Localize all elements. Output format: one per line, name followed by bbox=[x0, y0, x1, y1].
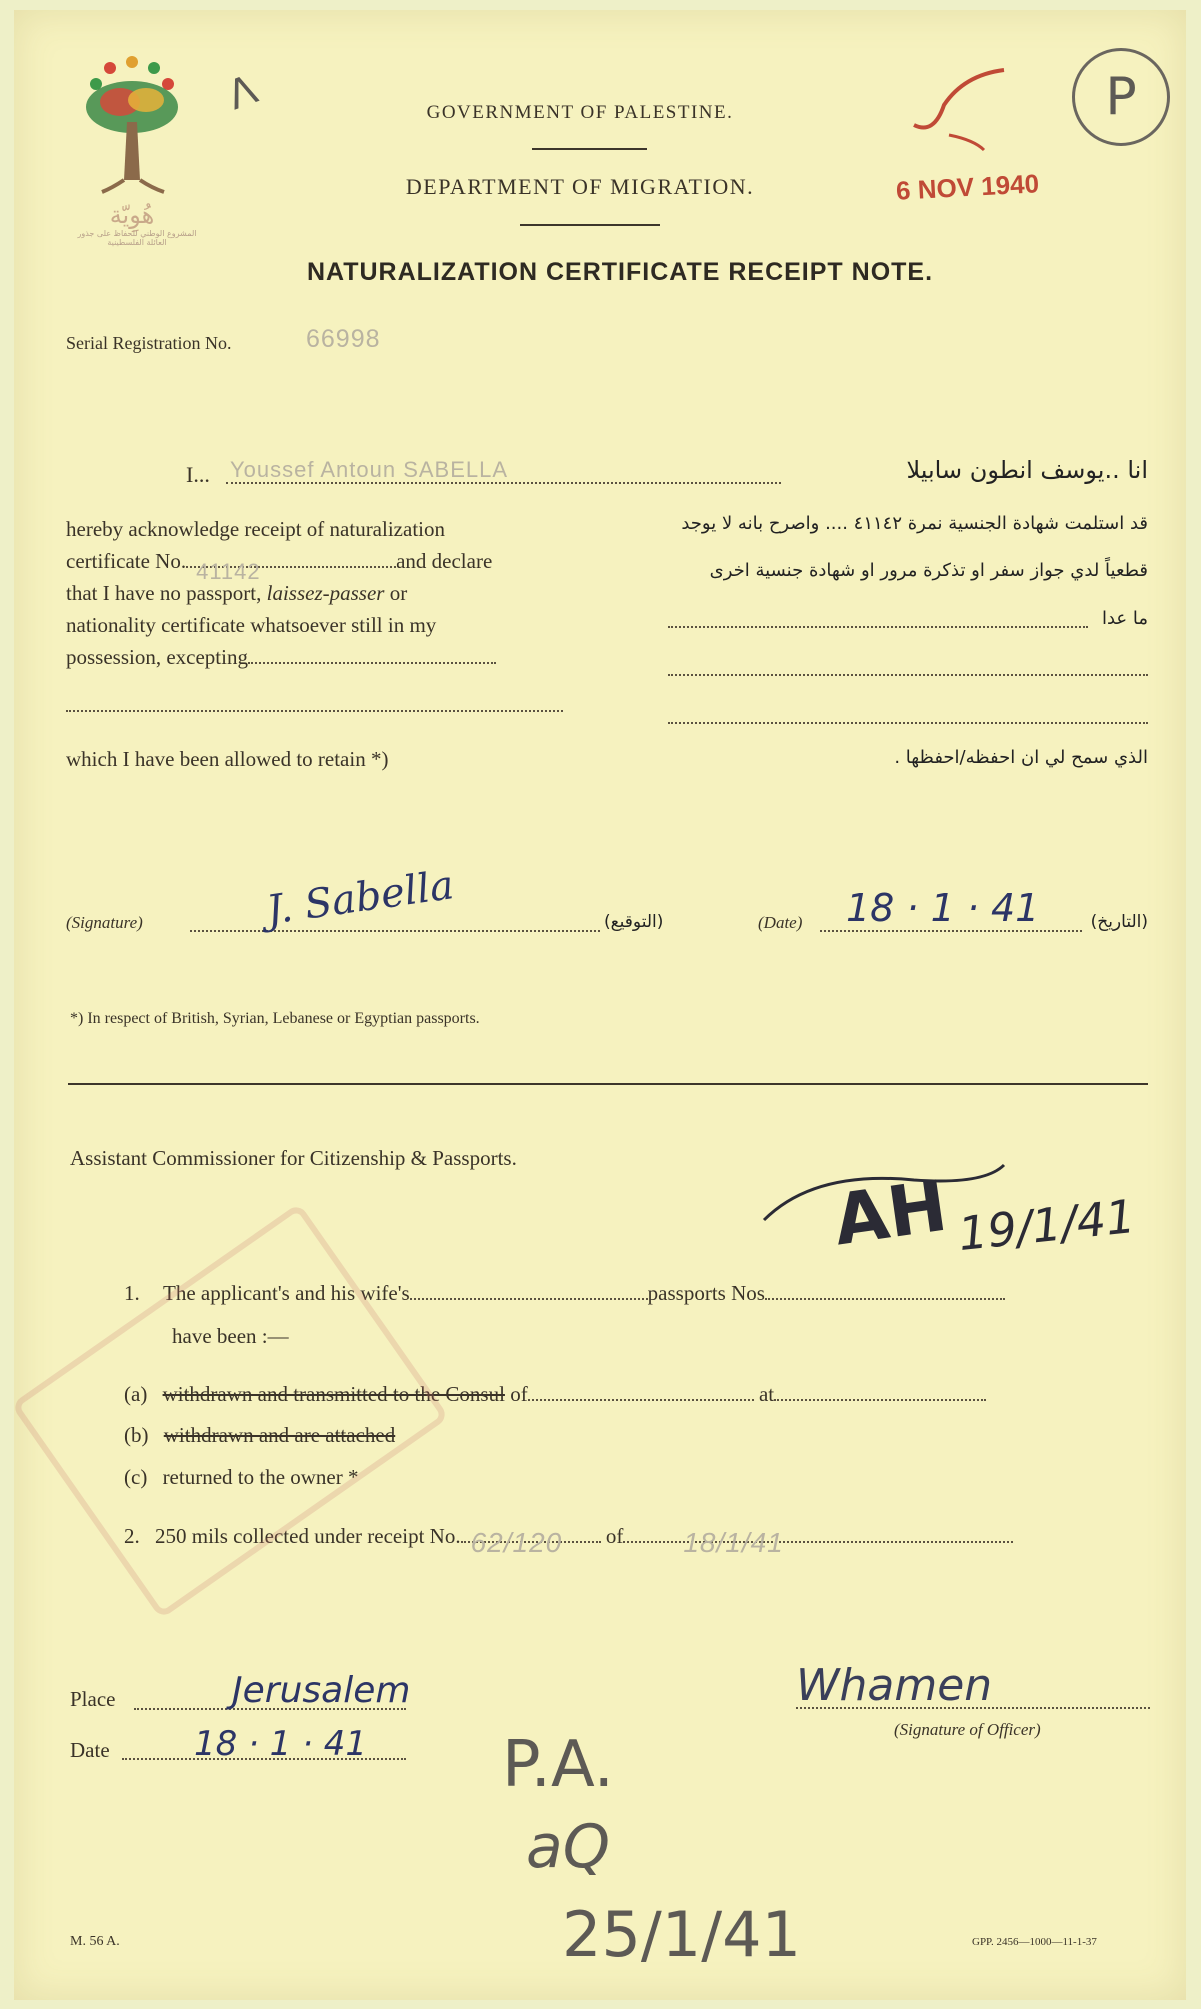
pencil-pa: P.A. bbox=[502, 1728, 614, 1802]
signature-label: (Signature) bbox=[66, 913, 143, 932]
option-a-dots-2 bbox=[774, 1399, 986, 1401]
declaration-arabic-3: ما عدا bbox=[1101, 608, 1148, 629]
declaration-arabic-1: قد استلمت شهادة الجنسية نمرة ٤١١٤٢ .... واصرح بانه لا يوجد bbox=[681, 513, 1148, 534]
laissez-passer-text: laissez-passer bbox=[266, 581, 385, 605]
item-2-text: 250 mils collected under receipt No. bbox=[155, 1524, 461, 1548]
certificate-number: 41142 bbox=[196, 559, 261, 584]
item-2-of: of bbox=[605, 1524, 624, 1548]
signature-dots bbox=[190, 930, 600, 932]
declaration-line-5 bbox=[66, 641, 566, 673]
pencil-mark-top-left: ᐱ bbox=[221, 66, 264, 120]
declaration-line-3 bbox=[66, 577, 566, 609]
officer-signature: Whamen bbox=[796, 1660, 993, 1711]
option-a-text: withdrawn and transmitted to the Consul bbox=[162, 1382, 505, 1406]
department-heading: DEPARTMENT OF MIGRATION. bbox=[405, 174, 755, 199]
declaration-arabic-4: الذي سمح لي ان احفظه/احفظها . bbox=[894, 747, 1148, 768]
option-a-at: at bbox=[758, 1382, 775, 1406]
signature-label-arabic: (التوقيع) bbox=[604, 912, 664, 932]
date-label-arabic: (التاريخ) bbox=[1090, 912, 1148, 932]
place-label: Place bbox=[70, 1687, 116, 1711]
section-divider bbox=[68, 1083, 1148, 1085]
item-1-dots-b bbox=[765, 1298, 1005, 1300]
faded-official-stamp bbox=[11, 1203, 450, 1620]
receipt-date: 18/1/41 bbox=[683, 1527, 784, 1558]
receipt-dots bbox=[461, 1527, 601, 1558]
red-check-mark bbox=[904, 65, 1014, 165]
item-1-passports: passports Nos bbox=[647, 1281, 765, 1305]
arabic-dots-3 bbox=[668, 722, 1148, 724]
document-title: NATURALIZATION CERTIFICATE RECEIPT NOTE. bbox=[306, 258, 934, 286]
logo-arabic-name: هُوِيّة bbox=[109, 201, 155, 229]
commissioner-flourish bbox=[754, 1160, 1014, 1240]
applicant-name-arabic: انا ..يوسف انطون سابيلا bbox=[906, 456, 1148, 484]
received-date-stamp: 6 NOV 1940 bbox=[895, 168, 1040, 206]
arabic-dots-2 bbox=[668, 674, 1148, 676]
applicant-name: Youssef Antoun SABELLA bbox=[230, 457, 509, 482]
excepting-dots-line-2 bbox=[66, 710, 563, 712]
excepting-dots bbox=[248, 662, 496, 664]
declaration-line-2 bbox=[66, 545, 566, 584]
officer-signature-dots bbox=[796, 1707, 1150, 1709]
serial-value: 66998 bbox=[306, 325, 381, 353]
option-a-of: of bbox=[510, 1382, 528, 1406]
option-b-text: withdrawn and are attached bbox=[163, 1423, 396, 1447]
option-c-text: returned to the owner * bbox=[162, 1465, 359, 1489]
serial-label: Serial Registration No. bbox=[66, 333, 232, 353]
certificate-prefix: certificate No. bbox=[66, 549, 187, 573]
passport-footnote: *) In respect of British, Syrian, Lebanese or Egyptian passports. bbox=[70, 1010, 480, 1027]
hawiyya-logo bbox=[72, 52, 212, 252]
commissioner-initial-date: 19/1/41 bbox=[955, 1188, 1138, 1262]
declaration-line-4: nationality certificate whatsoever still in my bbox=[66, 613, 437, 637]
certificate-dots bbox=[186, 559, 396, 584]
pencil-date: 25/1/41 bbox=[562, 1898, 802, 1971]
item-1-text: The applicant's and his wife's bbox=[163, 1281, 410, 1305]
declaration-line-1: hereby acknowledge receipt of naturalization bbox=[66, 517, 445, 541]
certificate-suffix: and declare bbox=[396, 549, 493, 573]
retain-text: which I have been allowed to retain *) bbox=[66, 747, 389, 771]
date-bottom-label: Date bbox=[70, 1738, 110, 1762]
excepting-text: possession, excepting bbox=[66, 645, 248, 669]
option-c-label: (c) bbox=[124, 1465, 148, 1489]
corner-mark-letter: P bbox=[1105, 67, 1137, 127]
item-1-dots-a bbox=[410, 1298, 648, 1300]
option-b-label: (b) bbox=[124, 1423, 149, 1447]
officer-signature-label: (Signature of Officer) bbox=[894, 1720, 1041, 1739]
place-value: Jerusalem bbox=[232, 1670, 411, 1711]
option-a-dots-1 bbox=[528, 1399, 754, 1401]
printer-reference: GPP. 2456—1000—11-1-37 bbox=[972, 1936, 1097, 1948]
option-a-label: (a) bbox=[124, 1382, 148, 1406]
heading-rule-2 bbox=[520, 224, 660, 226]
passport-text: that I have no passport, bbox=[66, 581, 262, 605]
signature-date: 18 · 1 · 41 bbox=[846, 886, 1040, 930]
government-heading: GOVERNMENT OF PALESTINE. bbox=[426, 102, 734, 123]
or-text: or bbox=[389, 581, 408, 605]
receipt-number: 62/120 bbox=[470, 1527, 563, 1558]
receipt-date-dots bbox=[623, 1527, 1013, 1558]
pencil-initials: aQ bbox=[526, 1812, 610, 1882]
date-dots bbox=[820, 930, 1082, 932]
heading-rule-1 bbox=[532, 148, 647, 150]
declaration-i-label: I... bbox=[186, 462, 210, 487]
declaration-english bbox=[66, 513, 566, 673]
document-page bbox=[14, 10, 1186, 2000]
declaration-arabic-2: قطعياً لدي جواز سفر او تذكرة مرور او شهادة جنسية اخرى bbox=[709, 560, 1148, 581]
corner-circle-mark bbox=[1072, 48, 1170, 146]
applicant-signature: J. Sabella bbox=[263, 862, 457, 934]
form-number: M. 56 A. bbox=[70, 1934, 120, 1949]
date-bottom-value: 18 · 1 · 41 bbox=[194, 1724, 368, 1764]
commissioner-initials: AH bbox=[828, 1164, 952, 1262]
logo-arabic-tagline: المشروع الوطني للحفاظ على جذور العائلة الفلسطينية bbox=[77, 229, 197, 247]
item-1-number: 1. bbox=[124, 1281, 140, 1305]
item-1-continuation: have been :— bbox=[172, 1324, 289, 1348]
date-label: (Date) bbox=[758, 913, 803, 932]
commissioner-title: Assistant Commissioner for Citizenship & Passports. bbox=[70, 1146, 517, 1170]
arabic-dots-1 bbox=[668, 626, 1088, 628]
item-2-number: 2. bbox=[124, 1524, 140, 1548]
